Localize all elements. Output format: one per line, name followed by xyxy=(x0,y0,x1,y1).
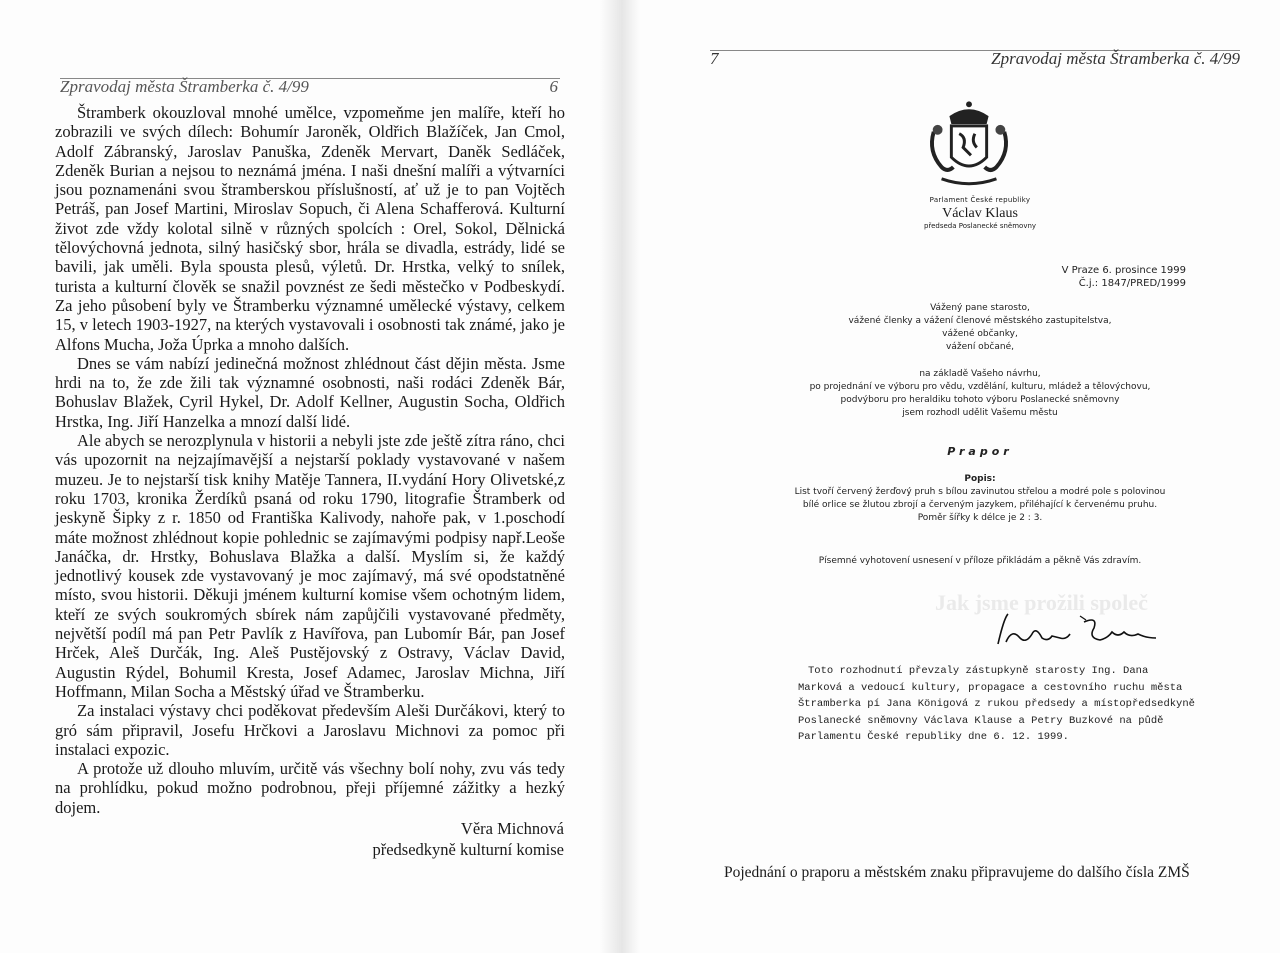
author-name: Věra Michnová xyxy=(460,819,564,838)
letter-date-block xyxy=(1000,264,1186,290)
typed-line: Marková a vedoucí kultury, propagace a cestovního ruchu města xyxy=(798,681,1183,694)
typed-line: Parlamentu České republiky dne 6. 12. 1999. xyxy=(798,731,1069,743)
bleed-through-text: Jak jsme prožili společ xyxy=(935,590,1148,615)
paragraph: Za instalaci výstavy chci poděkovat především Aleši Durčákovi, který to gró sám připravil, Josefu Hrčkovi a Jaroslavu Michnovi za pomoc při instalaci expozic. xyxy=(55,701,565,759)
description-line: List tvoří červený žerďový pruh s bílou zavinutou střelou a modré pole s polovinou xyxy=(794,487,1166,497)
left-page-header xyxy=(60,77,560,96)
paragraph: Ale abych se nerozplynula v historii a nebyli jste zde ještě zítra ráno, chci vás upozornit na nejzajímavější a nejstarší poklady vystavované v našem muzeu. Je to nejstarší tisk knihy Matěje Tannera, II.vydání Hory Olivetské,z roku 1703, kronika Žerdíků psaná od roku 1790, litografie Štramberk od jeskyně Šipky z r. 1850 od Františka Kalivody, nahoře pak, v 1.poschodí máte možnost zhlédnout kopie pohlednic se zajímavými podpisy např.Leoše Janáčka, dr. Hrstky, Bohuslava Blažka a další. Myslím si, že každý jednotlivý kousek zde vystavovaný je moc zajímavý, má své opodstatněné místo, svou historii. Děkuji jménem kulturní komise všem ochotným lidem, kteří ze svých soukromých sbírek nám zapůjčili vystavované předměty, největší podíl má pan Petr Pavlík z Havířova, pan Lubomír Bár, pan Josef Hrček, Aleš Durčák, Ing. Aleš Pustějovský z Ostravy, Václav David, Augustin Rýdel, Bohumil Kresta, Josef Adamec, Jaroslav Michna, Jiří Hoffmann, Milan Socha a Městský úřad ve Štramberku. xyxy=(55,431,565,701)
salutation-line: vážení občané, xyxy=(946,342,1014,352)
paragraph: Štramberk okouzloval mnohé umělce, vzpomeňme jen malíře, kteří ho zobrazili ve svých dílech: Bohumír Jaroněk, Oldřich Blažíček, Jan Cmol, Adolf Zábranský, Jaroslav Panuška, Zdeněk Mervart, Daněk Sedláček, Zdeněk Burian a nejsou to neznámá jména. I naši dnešní malíři a výtvarníci jsou poznamenáni svou štramberskou příslušností, ať už je to pan Vojtěch Petráš, pan Josef Martini, Miroslav Sopuch, či Alena Schafferová. Kulturní život zde vždy kolotal silně v různých spolcích : Orel, Sokol, Dělnická tělovýchovná jednota, silný hasičský sbor, hrála se divadla, estrády, lidé se bavili, jak uměli. Byla spousta plesů, výletů. Dr. Hrstka, velký to snílek, turista a kulturní člověk se snažil povznést ze šedi městečko v Podbeskydí. Za jeho působení byly ve Štramberku významné umělecké výstavy, celkem 15, v letech 1903-1927, na kterých vystavovali i osobnosti tak známé, jako je Alfons Mucha, Joža Úprka a mnoho dalších. xyxy=(55,103,566,354)
left-page xyxy=(0,0,620,953)
body-line: podvýboru pro heraldiku tohoto výboru Poslanecké sněmovny xyxy=(840,395,1120,405)
flag-description xyxy=(740,473,1220,525)
page-number: 6 xyxy=(549,77,558,96)
salutation-line: Vážený pane starosto, xyxy=(930,303,1030,313)
header-title: Zpravodaj města Štramberka č. 4/99 xyxy=(60,77,309,96)
typed-note xyxy=(798,663,1228,746)
footer-note: Pojednání o praporu a městském znaku připravujeme do dalšího čísla ZMŠ xyxy=(724,864,1190,881)
right-page-header xyxy=(710,49,1240,68)
page-number: 7 xyxy=(710,49,719,68)
coat-of-arms-icon xyxy=(920,98,1018,193)
letterhead xyxy=(880,196,1080,230)
salutation-line: vážené občanky, xyxy=(942,329,1018,339)
letter-body xyxy=(740,368,1220,420)
typed-line: Toto rozhodnutí převzaly zástupkyně starosty Ing. Dana xyxy=(808,665,1149,677)
handwritten-signature-icon xyxy=(990,608,1170,656)
description-line: bílé orlice se žlutou zbrojí a červeným jazykem, přiléhající k červenému pruhu. xyxy=(802,500,1158,510)
letter-reference: Č.j.: 1847/PRED/1999 xyxy=(1078,278,1186,289)
article-body xyxy=(55,103,565,817)
typed-line: Štramberka pí Jana Königová z rukou předsedy a místopředsedkyně xyxy=(798,698,1195,710)
letter-salutation xyxy=(740,302,1220,354)
header-title: Zpravodaj města Štramberka č. 4/99 xyxy=(991,49,1240,68)
description-label: Popis: xyxy=(964,474,996,484)
body-line: po projednání ve výboru pro vědu, vzdělání, kulturu, mládež a tělovýchovu, xyxy=(809,382,1151,392)
letterhead-role: předseda Poslanecké sněmovny xyxy=(923,222,1037,230)
letterhead-name: Václav Klaus xyxy=(942,206,1018,221)
author-role: předsedkyně kulturní komise xyxy=(372,840,564,859)
paragraph: A protože už dlouho mluvím, určitě vás všechny bolí nohy, zvu vás tedy na prohlídku, pokud možno podrobnou, přeji příjemné zážitky a hezký dojem. xyxy=(55,759,565,817)
paragraph: Dnes se vám nabízí jedinečná možnost zhlédnout část dějin města. Jsme hrdi na to, že zde žili tak významné osobnosti, naši rodáci Zdeněk Bár, Bohuslav Blažek, Cyril Hykel, Dr. Adolf Kellner, Augustin Socha, Oldřich Hrstka, Ing. Jiří Hanzelka a mnozí další lidé. xyxy=(55,353,565,431)
salutation-line: vážené členky a vážení členové městského zastupitelstva, xyxy=(848,316,1112,326)
description-line: Poměr šířky k délce je 2 : 3. xyxy=(917,513,1043,523)
typed-line: Poslanecké sněmovny Václava Klause a Petry Buzkové na půdě xyxy=(798,714,1164,727)
letterhead-institution: Parlament České republiky xyxy=(929,196,1031,204)
letter-closing: Písemné vyhotovení usnesení v příloze přikládám a pěkně Vás zdravím. xyxy=(818,556,1142,566)
body-line: jsem rozhodl udělit Vašemu městu xyxy=(902,408,1058,418)
body-line: na základě Vašeho návrhu, xyxy=(919,369,1041,379)
letter-date: V Praze 6. prosince 1999 xyxy=(1061,265,1186,276)
author-signature xyxy=(372,818,564,860)
award-title: Prapor xyxy=(947,445,1013,458)
